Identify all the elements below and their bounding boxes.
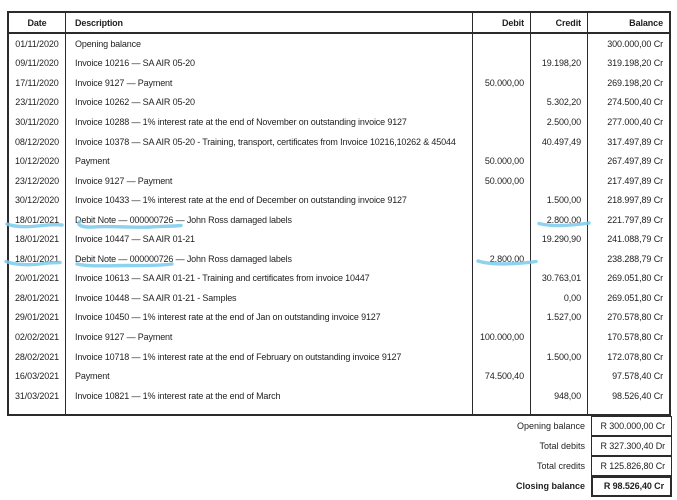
cell-date: 23/12/2020 [9,171,66,191]
cell-description: Opening balance [66,34,473,54]
cell-credit: 40.497,49 [531,132,588,152]
cell-balance: 238.288,79 Cr [607,253,663,264]
cell-debit [473,190,531,210]
cell-credit: 5.302,20 [531,93,588,113]
summary-value: R 125.826,80 Cr [591,456,672,476]
cell-credit [531,171,588,191]
cell-description: Invoice 10613 — SA AIR 01-21 - Training and certificates from invoice 10447 [66,269,473,289]
cell-balance: 170.578,80 Cr [607,331,663,342]
cell-description: Invoice 10288 — 1% interest rate at the end of November on outstanding invoice 9127 [66,112,473,132]
cell-debit: 100.000,00 [473,327,531,347]
cell-description: Payment [66,366,473,386]
cell-date: 23/11/2020 [9,93,66,113]
cell-description: Invoice 10262 — SA AIR 05-20 [66,93,473,113]
cell-credit [531,151,588,171]
cell-date: 30/12/2020 [9,190,66,210]
cell-date: 18/01/2021 [9,229,66,249]
table-row [9,34,669,54]
cell-debit [473,210,531,230]
cell-description: Invoice 9127 — Payment [66,327,473,347]
cell-credit [531,249,588,269]
cell-balance: 319.198,20 Cr [607,58,663,69]
column-header-debit: Debit [473,13,531,32]
cell-debit [473,386,531,406]
cell-date: 10/12/2020 [9,151,66,171]
cell-balance: 97.578,40 Cr [612,371,663,382]
summary-label: Total credits [536,461,585,471]
cell-balance: 317.497,89 Cr [607,136,663,147]
cell-debit [473,112,531,132]
cell-debit: 74.500,40 [473,366,531,386]
cell-balance: 300.000,00 Cr [607,38,663,49]
cell-date: 18/01/2021 [9,210,66,230]
table-row [9,73,669,93]
table-row [9,347,669,367]
cell-balance: 98.526,40 Cr [612,390,663,401]
table-filler-row [9,405,669,414]
cell-description: Invoice 10718 — 1% interest rate at the end of February on outstanding invoice 9127 [66,347,473,367]
cell-date: 28/01/2021 [9,288,66,308]
table-row [9,366,669,386]
cell-description: Invoice 10450 — 1% interest rate at the end of Jan on outstanding invoice 9127 [66,308,473,328]
table-row [9,171,669,191]
summary-value: R 300.000,00 Cr [591,416,672,436]
cell-date: 31/03/2021 [9,386,66,406]
cell-date: 17/11/2020 [9,73,66,93]
summary-section [0,416,672,496]
ledger-rows [9,34,669,405]
cell-date: 29/01/2021 [9,308,66,328]
cell-credit [531,327,588,347]
cell-balance: 218.997,89 Cr [607,195,663,206]
cell-balance: 277.000,40 Cr [607,116,663,127]
cell-date: 16/03/2021 [9,366,66,386]
summary-label: Total debits [539,441,585,451]
cell-date: 02/02/2021 [9,327,66,347]
table-row [9,54,669,74]
cell-description: Payment [66,151,473,171]
cell-credit: 2.500,00 [531,112,588,132]
cell-debit [473,34,531,54]
cell-credit: 30.763,01 [531,269,588,289]
column-header-description: Description [66,13,473,32]
table-row [9,132,669,152]
cell-credit: 19.198,20 [531,54,588,74]
table-row [9,288,669,308]
cell-credit: 2.800,00 [531,210,588,230]
summary-row-closing-balance [516,476,672,496]
cell-debit [473,269,531,289]
summary-row-total-credits [537,456,672,476]
cell-credit: 1.527,00 [531,308,588,328]
cell-date: 01/11/2020 [9,34,66,54]
cell-balance: 217.497,89 Cr [607,175,663,186]
summary-label: Opening balance [516,421,585,431]
table-row [9,151,669,171]
column-header-date: Date [9,13,66,32]
cell-debit [473,347,531,367]
cell-date: 20/01/2021 [9,269,66,289]
cell-balance: 270.578,80 Cr [607,312,663,323]
cell-description: Invoice 10447 — SA AIR 01-21 [66,229,473,249]
cell-date: 08/12/2020 [9,132,66,152]
table-header-row [9,13,669,34]
cell-balance: 269.198,20 Cr [607,77,663,88]
column-header-balance: Balance [629,17,663,28]
table-row [9,386,669,406]
cell-debit [473,308,531,328]
cell-debit: 50.000,00 [473,171,531,191]
table-row [9,93,669,113]
cell-description: Invoice 10216 — SA AIR 05-20 [66,54,473,74]
cell-description: Debit Note — 000000726 — John Ross damaged labels [66,210,473,230]
table-row [9,229,669,249]
cell-balance: 241.088,79 Cr [607,234,663,245]
cell-debit: 50.000,00 [473,73,531,93]
cell-credit [531,34,588,54]
summary-row-opening-balance [517,416,672,436]
table-row [9,308,669,328]
table-row [9,112,669,132]
summary-row-total-debits [539,436,672,456]
cell-credit: 1.500,00 [531,347,588,367]
cell-debit [473,229,531,249]
cell-credit [531,366,588,386]
cell-balance: 269.051,80 Cr [607,273,663,284]
cell-description: Debit Note — 000000726 — John Ross damaged labels [66,249,473,269]
cell-credit: 948,00 [531,386,588,406]
cell-debit [473,288,531,308]
cell-balance: 274.500,40 Cr [607,97,663,108]
table-row [9,190,669,210]
cell-description: Invoice 10448 — SA AIR 01-21 - Samples [66,288,473,308]
cell-credit [531,73,588,93]
cell-debit [473,93,531,113]
cell-balance: 269.051,80 Cr [607,292,663,303]
cell-credit: 1.500,00 [531,190,588,210]
cell-description: Invoice 10433 — 1% interest rate at the end of December on outstanding invoice 9127 [66,190,473,210]
cell-debit [473,132,531,152]
cell-credit: 0,00 [531,288,588,308]
table-row [9,327,669,347]
table-row [9,269,669,289]
cell-debit: 2.800,00 [473,249,531,269]
cell-balance: 267.497,89 Cr [607,156,663,167]
cell-debit [473,54,531,74]
cell-date: 28/02/2021 [9,347,66,367]
cell-debit: 50.000,00 [473,151,531,171]
cell-date: 09/11/2020 [9,54,66,74]
summary-label: Closing balance [515,481,585,491]
cell-description: Invoice 10821 — 1% interest rate at the end of March [66,386,473,406]
cell-description: Invoice 9127 — Payment [66,171,473,191]
cell-credit: 19.290,90 [531,229,588,249]
table-row [9,210,669,230]
cell-balance: 172.078,80 Cr [607,351,663,362]
cell-description: Invoice 9127 — Payment [66,73,473,93]
column-header-credit: Credit [531,13,588,32]
cell-date: 30/11/2020 [9,112,66,132]
cell-balance: 221.797,89 Cr [607,214,663,225]
summary-value: R 327.300,40 Dr [591,436,672,456]
cell-date: 18/01/2021 [9,249,66,269]
ledger-table [7,11,671,416]
cell-description: Invoice 10378 — SA AIR 05-20 - Training, transport, certificates from Invoice 10216,10262 & 45044 [66,132,473,152]
summary-value: R 98.526,40 Cr [591,476,672,497]
table-row [9,249,669,269]
